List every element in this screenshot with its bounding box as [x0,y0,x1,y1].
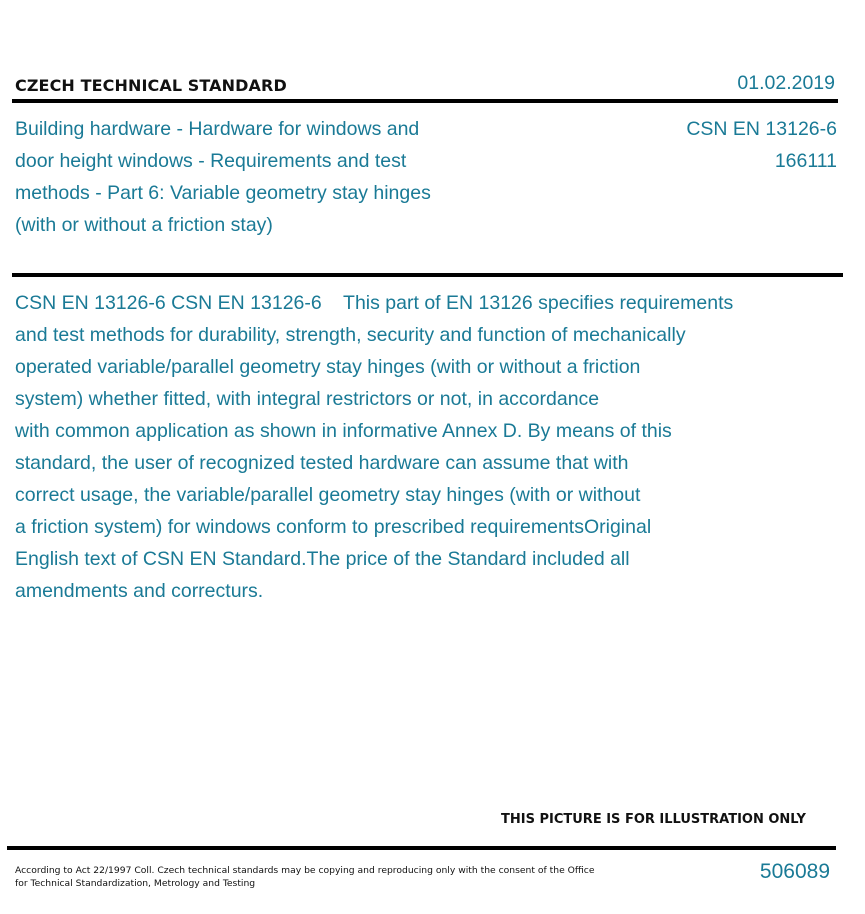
footer-divider [7,846,836,850]
abstract-line: operated variable/parallel geometry stay hinges (with or without a friction [15,356,641,378]
standard-identifiers [686,113,837,177]
standard-title-line: methods - Part 6: Variable geometry stay hinges [15,182,431,204]
standard-title-line: (with or without a friction stay) [15,214,273,236]
abstract-line: system) whether fitted, with integral restrictors or not, in accordance [15,388,600,410]
abstract-line: standard, the user of recognized tested hardware can assume that with [15,452,629,474]
document-type-label: CZECH TECHNICAL STANDARD [15,76,287,95]
illustration-disclaimer: THIS PICTURE IS FOR ILLUSTRATION ONLY [501,812,806,827]
standard-title-line: Building hardware - Hardware for windows and [15,118,420,140]
legal-notice-line: According to Act 22/1997 Coll. Czech technical standards may be copying and reproducing only with the consent of the Office [15,865,595,876]
catalog-number: 506089 [759,860,830,883]
legal-notice [15,864,615,890]
legal-notice-line: for Technical Standardization, Metrology and Testing [15,878,256,889]
title-divider [12,273,843,277]
publication-date: 01.02.2019 [737,72,835,94]
abstract-line: amendments and correcturs. [15,580,264,602]
abstract-line: with common application as shown in informative Annex D. By means of this [15,420,672,442]
standard-title-line: door height windows - Requirements and test [15,150,407,172]
standard-title [15,113,495,241]
abstract-line: a friction system) for windows conform to prescribed requirementsOriginal [15,516,652,538]
abstract-line: English text of CSN EN Standard.The price of the Standard included all [15,548,630,570]
standard-class-code: 166111 [774,150,837,172]
abstract-line: and test methods for durability, strength, security and function of mechanically [15,324,686,346]
standard-number: CSN EN 13126-6 [686,118,837,140]
abstract-line: correct usage, the variable/parallel geometry stay hinges (with or without [15,484,641,506]
header-divider [12,99,838,103]
abstract-line: CSN EN 13126-6 CSN EN 13126-6 This part of EN 13126 specifies requirements [15,292,734,314]
abstract-text [15,287,815,607]
